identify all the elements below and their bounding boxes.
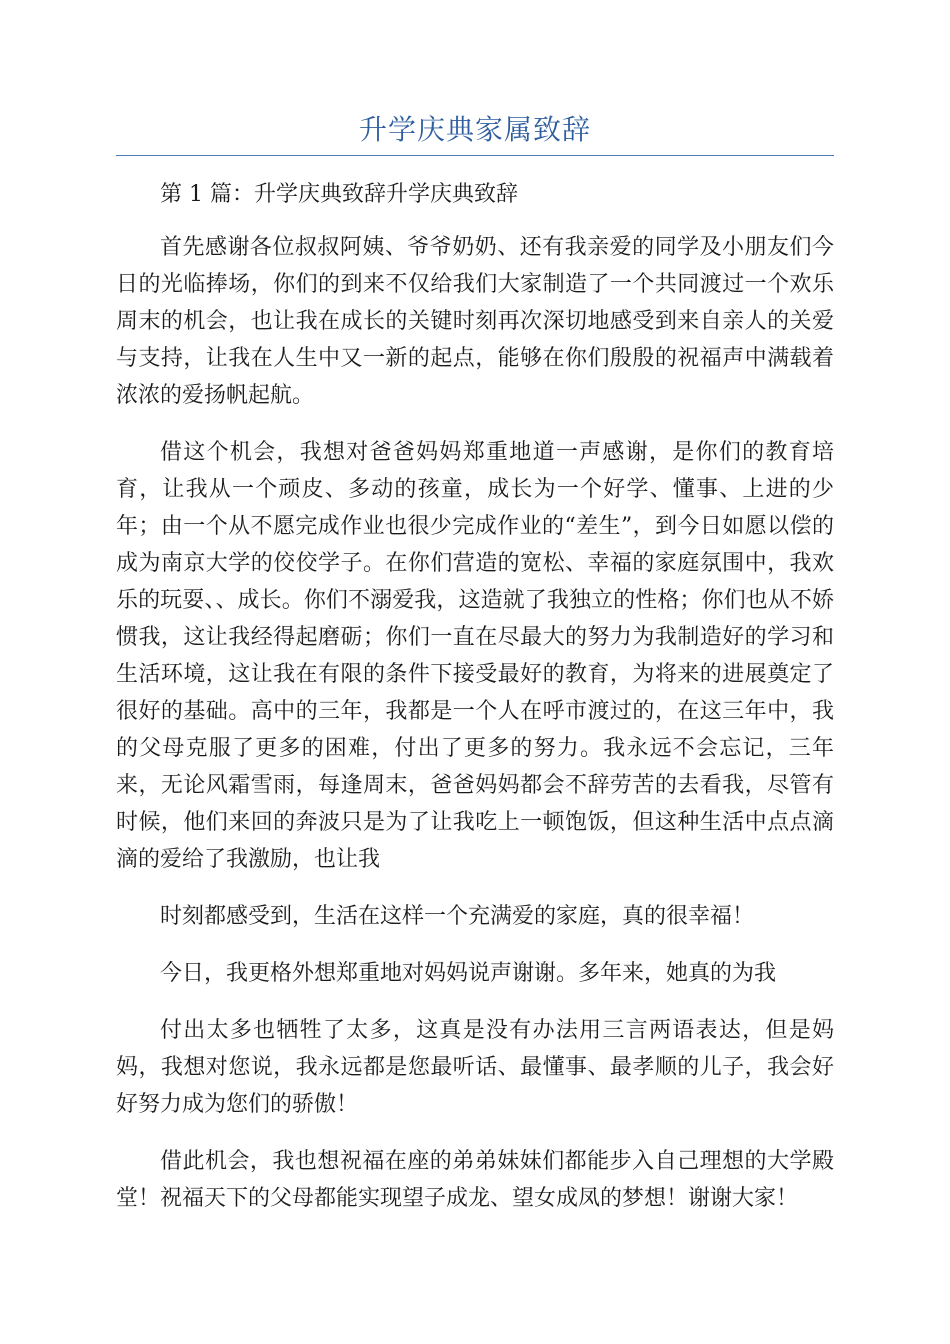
paragraph: 时刻都感受到，生活在这样一个充满爱的家庭，真的很幸福！ bbox=[160, 904, 755, 929]
paragraph: 借这个机会，我想对爸爸妈妈郑重地道一声感谢，是你们的教育培育，让我从一个顽皮、多动的孩童，成长为一个好学、懂事、上进的少年；由一个从不愿完成作业也很少完成作业的“差生”，到今日如愿以偿的成为南京大学的佼佼学子。在你们营造的宽松、幸福的家庭氛围中，我欢乐的玩耍、、成长。你们不溺爱我，这造就了我独立的性格；你们也从不娇惯我，这让我经得起磨砺；你们一直在尽最大的努力为我制造好的学习和生活环境，这让我在有限的条件下接受最好的教育，为将来的进展奠定了很好的基础。高中的三年，我都是一个人在呼市渡过的，在这三年中，我的父母克服了更多的困难，付出了更多的努力。我永远不会忘记，三年来，无论风霜雪雨，每逢周末，爸爸妈妈都会不辞劳苦的去看我，尽管有时候，他们来回的奔波只是为了让我吃上一顿饱饭，但这种生活中点点滴滴的爱给了我激励，也让我 bbox=[116, 440, 834, 872]
paragraph: 借此机会，我也想祝福在座的弟弟妹妹们都能步入自己理想的大学殿堂！祝福天下的父母都能实现望子成龙、望女成凤的梦想！谢谢大家！ bbox=[116, 1149, 834, 1211]
document-title: 升学庆典家属致辞 bbox=[358, 113, 591, 146]
document-body bbox=[116, 176, 834, 1237]
paragraph: 今日，我更格外想郑重地对妈妈说声谢谢。多年来，她真的为我 bbox=[160, 961, 777, 986]
title-underline bbox=[116, 155, 834, 156]
paragraph: 首先感谢各位叔叔阿姨、爷爷奶奶、还有我亲爱的同学及小朋友们今日的光临捧场，你们的到来不仅给我们大家制造了一个共同渡过一个欢乐周末的机会，也让我在成长的关键时刻再次深切地感受到来自亲人的关爱与支持，让我在人生中又一新的起点，能够在你们殷殷的祝福声中满载着浓浓的爱扬帆起航。 bbox=[116, 235, 834, 408]
paragraph: 付出太多也牺牲了太多，这真是没有办法用三言两语表达，但是妈妈，我想对您说，我永远都是您最听话、最懂事、最孝顺的儿子，我会好好努力成为您们的骄傲！ bbox=[116, 1018, 834, 1117]
section-heading: 第 1 篇：升学庆典致辞升学庆典致辞 bbox=[160, 182, 518, 207]
